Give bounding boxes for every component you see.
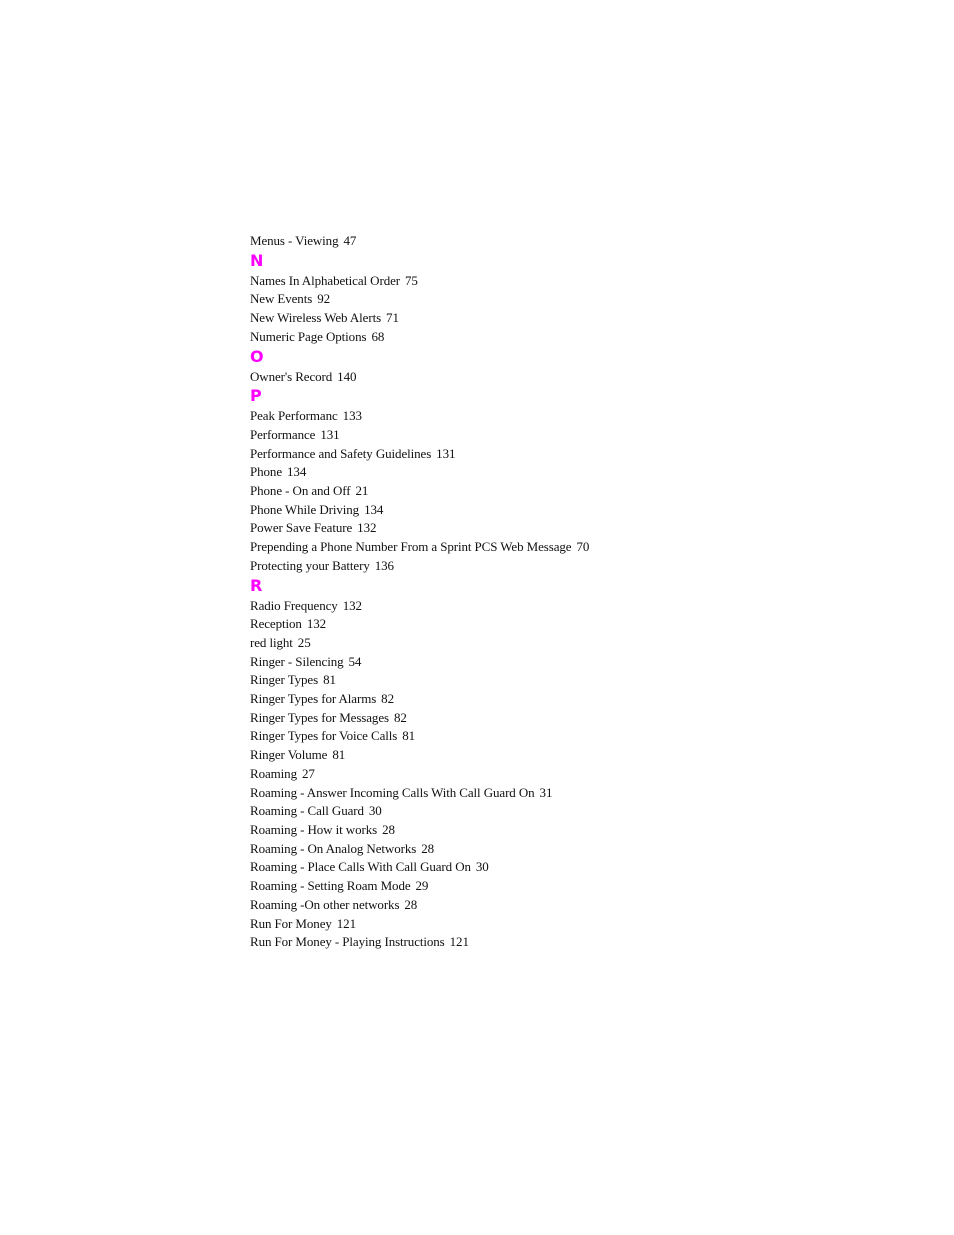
index-entry-page-number: 54: [348, 653, 362, 669]
index-entry-page-number: 28: [382, 821, 395, 837]
index-entry-page-number: 71: [386, 310, 399, 326]
index-entry-term: Ringer Types: [250, 672, 319, 688]
index-entry: [250, 426, 810, 445]
index-entry-term: Roaming -On other networks: [250, 896, 400, 912]
index-entry: [250, 615, 810, 634]
index-letter-heading: R: [250, 575, 263, 595]
index-entry-page-number: 30: [475, 859, 489, 875]
index-entry: [250, 501, 810, 520]
index-entry: [250, 290, 810, 309]
index-entry: [250, 709, 810, 728]
index-entry: [250, 877, 810, 896]
index-entry-term: Ringer Types for Voice Calls: [250, 728, 398, 744]
index-entry: [250, 746, 810, 765]
index-entry-term: Roaming - On Analog Networks: [250, 840, 417, 856]
index-entry-page-number: 81: [323, 672, 336, 688]
index-entry: [250, 519, 810, 538]
index-entry-page-number: 28: [404, 896, 418, 912]
index-entry-term: Roaming - How it works: [250, 821, 378, 837]
index-entry: [250, 840, 810, 859]
index-entry: [250, 272, 810, 291]
index-entry: [250, 784, 810, 803]
index-entry-page-number: 21: [355, 483, 369, 499]
index-entry: [250, 653, 810, 672]
index-entry: [250, 690, 810, 709]
index-entry-page-number: 134: [364, 501, 384, 517]
index-entry-page-number: 131: [320, 426, 340, 442]
index-entry-page-number: 70: [576, 539, 590, 555]
index-entry: [250, 821, 810, 840]
index-entry-page-number: 82: [381, 691, 394, 707]
index-entry-term: Roaming - Setting Roam Mode: [250, 878, 411, 894]
index-entry-page-number: 121: [336, 915, 356, 931]
index-entry-page-number: 75: [405, 272, 418, 288]
index-entry-page-number: 47: [343, 233, 357, 248]
index-entry: [250, 915, 810, 934]
index-letter-heading: P: [250, 386, 262, 406]
index-entry-term: Numeric Page Options: [250, 328, 367, 344]
index-entry-page-number: 81: [402, 728, 416, 744]
index-entry-page-number: 31: [539, 784, 553, 800]
index-entry-page-number: 134: [287, 464, 307, 480]
index-entry-term: Ringer - Silencing: [250, 653, 344, 669]
index-entry-term: Radio Frequency: [250, 597, 338, 613]
index-entry-page-number: 29: [415, 878, 429, 894]
index-entry: [250, 445, 810, 464]
index-entry: [250, 557, 810, 576]
index-entry: [250, 368, 810, 387]
index-entry-term: New Wireless Web Alerts: [250, 310, 382, 326]
index-entry: [250, 634, 810, 653]
index-entry-page-number: 82: [393, 709, 407, 725]
index-entry-term: New Events: [250, 291, 313, 307]
index-entry-page-number: 132: [342, 597, 362, 613]
index-entry: [250, 765, 810, 784]
index-entry-term: Run For Money - Playing Instructions: [250, 934, 445, 950]
index-entry-term: Phone While Driving: [250, 501, 360, 517]
index-entry: [250, 538, 810, 557]
index-entry: [250, 896, 810, 915]
index-entry-page-number: 28: [421, 840, 434, 856]
index-entry-term: Menus - Viewing: [250, 233, 339, 248]
index-entry-page-number: 133: [342, 408, 362, 424]
index-entry-page-number: 27: [301, 765, 315, 781]
index-entry-term: Prepending a Phone Number From a Sprint PCS Web Message: [250, 539, 572, 555]
index-entry-term: red light: [250, 634, 293, 650]
index-entry-page-number: 68: [371, 328, 385, 344]
index-entry-page-number: 131: [436, 445, 456, 461]
index-entry-term: Peak Performanc: [250, 408, 338, 424]
index-entry-term: Run For Money: [250, 915, 332, 931]
index-entry-page-number: 132: [306, 616, 327, 632]
index-entry: [250, 858, 810, 877]
index-entry-page-number: 25: [297, 634, 311, 650]
index-entry-page-number: 121: [449, 934, 469, 950]
index-entry-term: Reception: [250, 616, 302, 632]
index-letter-heading: O: [250, 346, 264, 366]
index-entry-page-number: 92: [317, 291, 330, 307]
index-entry-term: Ringer Types for Alarms: [250, 691, 377, 707]
index-entry-term: Performance: [250, 426, 316, 442]
index-entry-term: Power Save Feature: [250, 520, 353, 536]
index-entry-term: Ringer Types for Messages: [250, 709, 389, 725]
index-letter-heading: N: [250, 250, 264, 270]
index-entry-term: Phone: [250, 464, 283, 480]
index-page: [250, 232, 810, 952]
index-entry-term: Performance and Safety Guidelines: [250, 445, 432, 461]
index-entry-term: Owner's Record: [250, 368, 333, 384]
index-entry-term: Roaming: [250, 765, 297, 781]
index-entry: [250, 727, 810, 746]
index-entry: [250, 328, 810, 347]
index-entry: [250, 933, 810, 952]
index-entry-page-number: 81: [332, 747, 346, 763]
index-entry-term: Roaming - Place Calls With Call Guard On: [250, 859, 471, 875]
index-entry-page-number: 30: [368, 803, 382, 819]
index-entry: [250, 309, 810, 328]
index-entry-page-number: 132: [357, 520, 377, 536]
index-entry: [250, 463, 810, 482]
index-entry: [250, 802, 810, 821]
index-entry-term: Ringer Volume: [250, 747, 328, 763]
index-entry-term: Roaming - Answer Incoming Calls With Call Guard On: [250, 784, 535, 800]
index-entry: [250, 597, 810, 616]
index-entry: [250, 671, 810, 690]
index-entry: [250, 482, 810, 501]
index-entry-page-number: 140: [337, 368, 357, 384]
index-entry-term: Roaming - Call Guard: [250, 803, 364, 819]
index-entry: [250, 232, 810, 251]
index-entry-page-number: 136: [374, 557, 394, 573]
index-entry: [250, 407, 810, 426]
index-entry-term: Protecting your Battery: [250, 557, 370, 573]
index-entry-term: Phone - On and Off: [250, 483, 351, 499]
index-entry-term: Names In Alphabetical Order: [250, 272, 400, 288]
